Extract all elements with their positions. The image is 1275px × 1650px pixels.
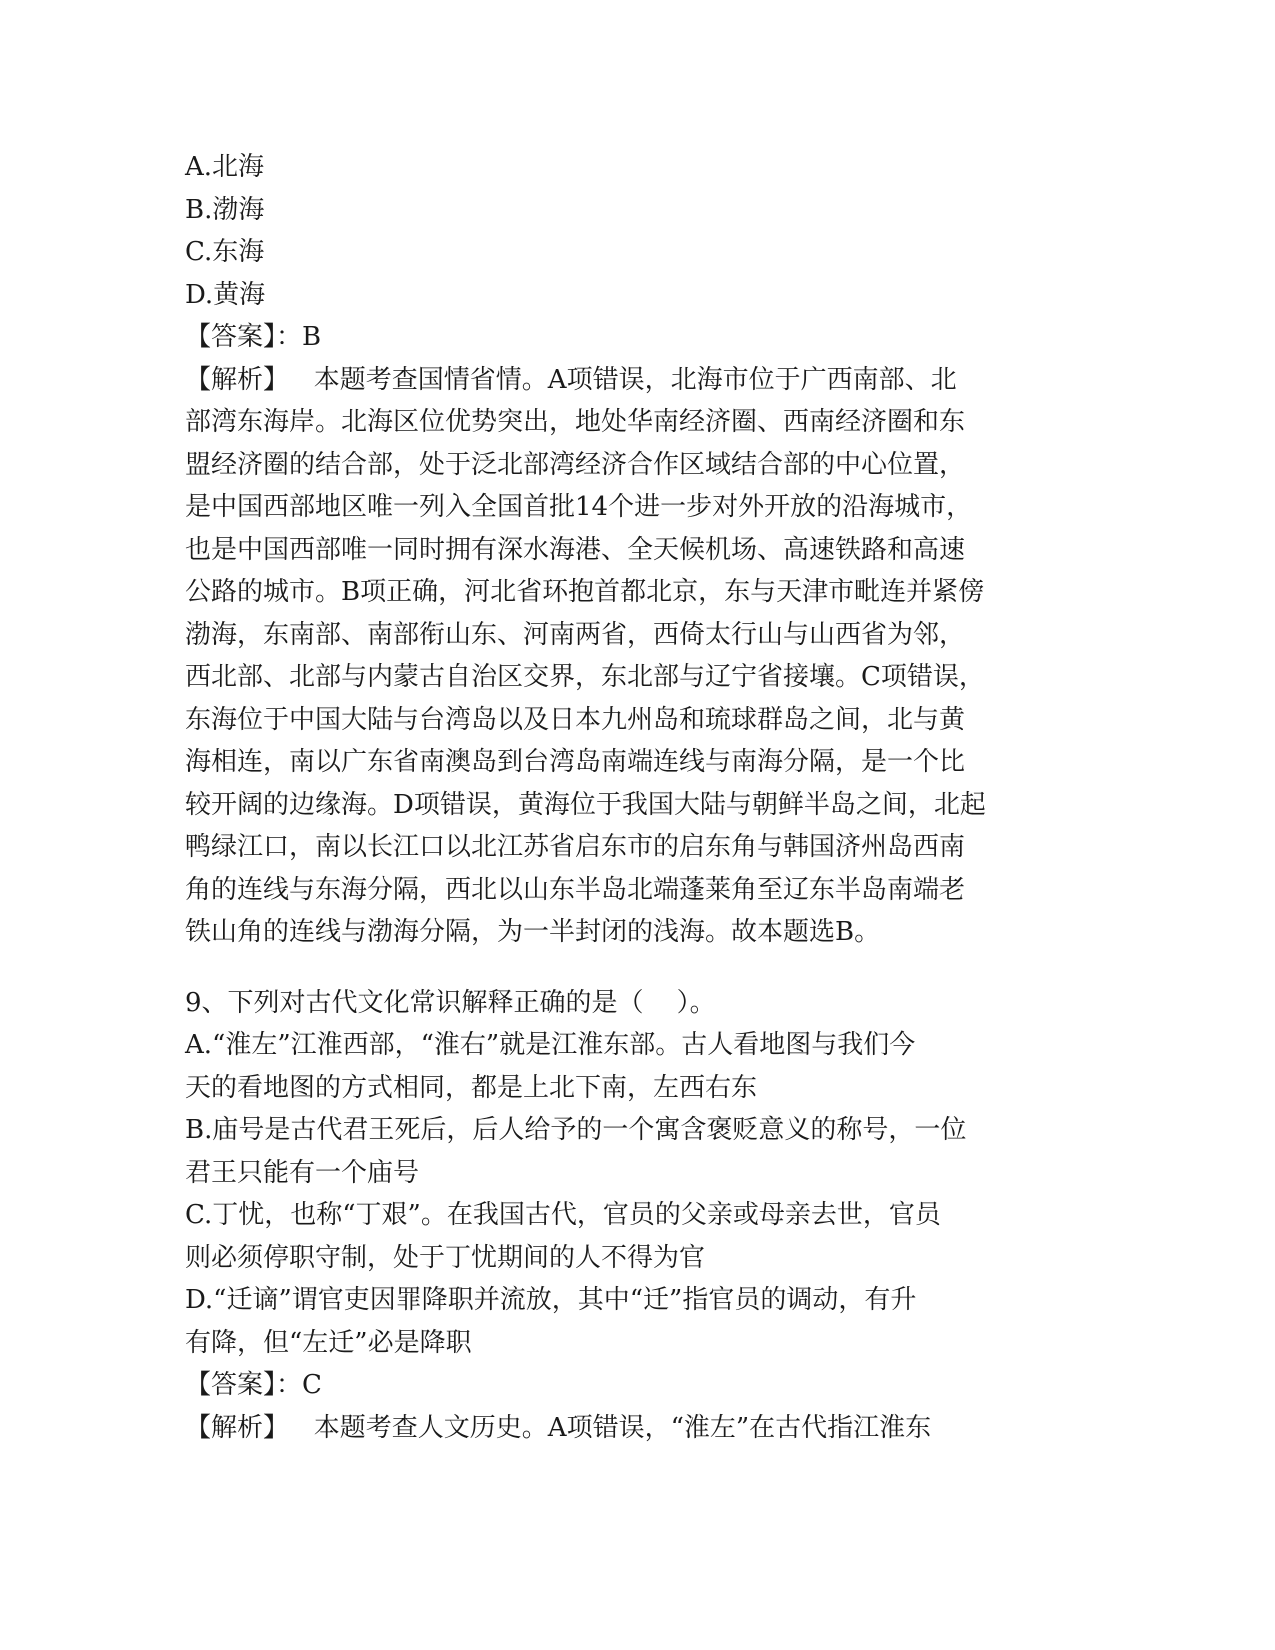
question-9-analysis [185, 1407, 1060, 1450]
option-line: 则必须停职守制，处于丁忧期间的人不得为官 [185, 1242, 706, 1273]
question-8-answer: 【答案】：B [185, 322, 322, 352]
question-8-options [185, 146, 1060, 316]
option-d: D.黄海 [185, 279, 266, 310]
analysis-line: 盟经济圈的结合部，处于泛北部湾经济合作区域结合部的中心位置， [185, 449, 966, 480]
analysis-line: 东海位于中国大陆与台湾岛以及日本九州岛和琉球群岛之间，北与黄 [185, 704, 966, 735]
option-line: 君王只能有一个庙号 [185, 1157, 420, 1188]
analysis-line: 西北部、北部与内蒙古自治区交界，东北部与辽宁省接壤。C项错误， [185, 662, 985, 692]
option-b: B.渤海 [185, 194, 265, 225]
option-line: B.庙号是古代君王死后，后人给予的一个寓含褒贬意义的称号，一位 [185, 1115, 967, 1145]
option-line: 天的看地图的方式相同，都是上北下南，左西右东 [185, 1072, 758, 1103]
document-page [185, 146, 1060, 1449]
option-line: 有降，但“左迁”必是降职 [185, 1327, 472, 1358]
analysis-line: 鸭绿江口，南以长江口以北江苏省启东市的启东角与韩国济州岛西南 [185, 832, 966, 862]
analysis-line: 角的连线与东海分隔，西北以山东半岛北端蓬莱角至辽东半岛南端老 [185, 874, 966, 905]
option-a: A.北海 [185, 152, 265, 182]
question-9-title: 9、下列对古代文化常识解释正确的是（ ）。 [185, 987, 716, 1018]
analysis-line: 【解析】 本题考查人文历史。A项错误，“淮左”在古代指江淮东 [185, 1412, 932, 1443]
option-c: C.东海 [185, 237, 265, 267]
section-gap [185, 954, 1060, 982]
analysis-line: 海相连，南以广东省南澳岛到台湾岛南端连线与南海分隔，是一个比 [185, 747, 966, 777]
analysis-line: 部湾东海岸。北海区位优势突出，地处华南经济圈、西南经济圈和东 [185, 407, 966, 437]
analysis-line: 也是中国西部唯一同时拥有深水海港、全天候机场、高速铁路和高速 [185, 534, 966, 565]
option-line: D.“迁谪”谓官吏因罪降职并流放，其中“迁”指官员的调动，有升 [185, 1285, 917, 1315]
analysis-line: 铁山角的连线与渤海分隔，为一半封闭的浅海。故本题选B。 [185, 917, 881, 947]
option-line: A.“淮左”江淮西部，“淮右”就是江淮东部。古人看地图与我们今 [185, 1030, 916, 1060]
option-line: C.丁忧，也称“丁艰”。在我国古代，官员的父亲或母亲去世，官员 [185, 1200, 941, 1230]
analysis-line: 渤海，东南部、南部衔山东、河南两省，西倚太行山与山西省为邻， [185, 619, 966, 650]
question-9-answer: 【答案】：C [185, 1370, 322, 1400]
analysis-line: 较开阔的边缘海。D项错误，黄海位于我国大陆与朝鲜半岛之间，北起 [185, 789, 986, 820]
analysis-line: 是中国西部地区唯一列入全国首批14个进一步对外开放的沿海城市， [185, 492, 973, 522]
analysis-line: 【解析】 本题考查国情省情。A项错误，北海市位于广西南部、北 [185, 364, 957, 395]
question-9-options [185, 1024, 1060, 1364]
analysis-line: 公路的城市。B项正确，河北省环抱首都北京，东与天津市毗连并紧傍 [185, 577, 985, 607]
question-8-analysis [185, 359, 1060, 954]
